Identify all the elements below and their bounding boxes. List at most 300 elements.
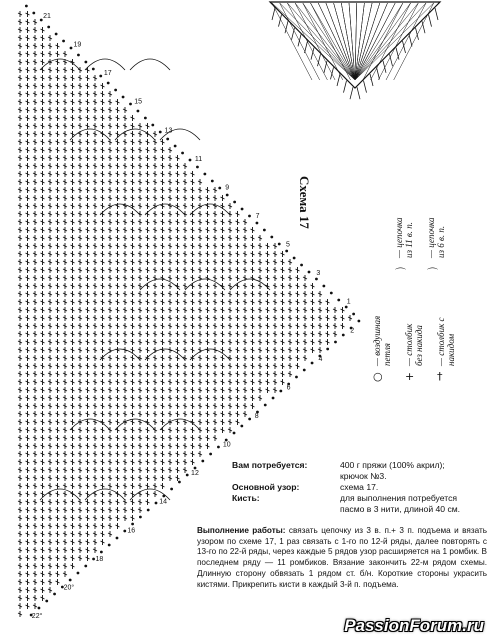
stitch-mark bbox=[176, 387, 180, 393]
stitch-mark bbox=[273, 363, 277, 369]
stitch-mark bbox=[221, 219, 225, 225]
chain-arc bbox=[70, 129, 110, 140]
stitch-mark bbox=[78, 91, 82, 97]
stitch-mark bbox=[33, 371, 37, 377]
stitch-mark bbox=[183, 275, 187, 281]
stitch-mark bbox=[78, 235, 82, 241]
stitch-mark bbox=[71, 371, 75, 377]
stitch-mark bbox=[86, 483, 90, 489]
stitch-mark bbox=[78, 163, 82, 169]
stitch-mark bbox=[123, 211, 127, 217]
stitch-mark bbox=[33, 523, 37, 529]
stitch-mark bbox=[243, 235, 247, 241]
stitch-mark bbox=[56, 115, 60, 121]
stitch-mark bbox=[56, 555, 60, 561]
stitch-mark bbox=[18, 43, 22, 49]
stitch-mark bbox=[56, 411, 60, 417]
stitch-mark bbox=[33, 227, 37, 233]
stitch-mark bbox=[273, 259, 277, 265]
stitch-mark bbox=[326, 307, 330, 313]
stitch-mark bbox=[206, 371, 210, 377]
stitch-mark bbox=[243, 403, 247, 409]
stitch-mark bbox=[71, 123, 75, 129]
stitch-mark bbox=[131, 379, 135, 385]
stitch-mark bbox=[41, 307, 45, 313]
stitch-mark bbox=[206, 235, 210, 241]
stitch-mark bbox=[221, 379, 225, 385]
stitch-mark bbox=[191, 403, 195, 409]
stitch-mark bbox=[48, 515, 52, 521]
stitch-mark bbox=[78, 299, 82, 305]
stitch-mark bbox=[93, 163, 97, 169]
stitch-mark bbox=[78, 283, 82, 289]
stitch-mark bbox=[281, 379, 285, 385]
stitch-mark bbox=[206, 323, 210, 329]
stitch-mark bbox=[116, 403, 120, 409]
stitch-mark bbox=[56, 283, 60, 289]
stitch-mark bbox=[56, 187, 60, 193]
stitch-mark bbox=[33, 123, 37, 129]
row-number: 22° bbox=[31, 613, 43, 620]
stitch-mark bbox=[191, 235, 195, 241]
stitch-mark bbox=[266, 347, 270, 353]
stitch-mark bbox=[101, 99, 105, 105]
stitch-mark bbox=[273, 275, 277, 281]
stitch-mark bbox=[71, 379, 75, 385]
stitch-mark bbox=[93, 283, 97, 289]
stitch-mark bbox=[93, 307, 97, 313]
stitch-mark bbox=[26, 131, 30, 137]
materials-row bbox=[232, 471, 482, 482]
stitch-mark bbox=[191, 299, 195, 305]
stitch-mark bbox=[161, 147, 165, 153]
stitch-mark bbox=[243, 387, 247, 393]
stitch-mark bbox=[48, 235, 52, 241]
stitch-mark bbox=[78, 363, 82, 369]
stitch-mark bbox=[63, 459, 67, 465]
stitch-mark bbox=[273, 323, 277, 329]
stitch-mark bbox=[168, 163, 172, 169]
chain-dot bbox=[100, 551, 103, 554]
stitch-mark bbox=[48, 83, 52, 89]
stitch-mark bbox=[161, 387, 165, 393]
stitch-mark bbox=[251, 355, 255, 361]
stitch-mark bbox=[33, 195, 37, 201]
stitch-mark bbox=[236, 299, 240, 305]
materials-row bbox=[232, 504, 482, 515]
stitch-mark bbox=[206, 227, 210, 233]
stitch-mark bbox=[71, 355, 75, 361]
stitch-mark bbox=[213, 299, 217, 305]
stitch-mark bbox=[101, 139, 105, 145]
stitch-mark bbox=[18, 299, 22, 305]
chain-dot bbox=[129, 103, 132, 106]
stitch-mark bbox=[168, 243, 172, 249]
stitch-mark bbox=[78, 171, 82, 177]
stitch-mark bbox=[33, 203, 37, 209]
stitch-mark bbox=[191, 291, 195, 297]
stitch-mark bbox=[18, 35, 22, 41]
stitch-mark bbox=[78, 259, 82, 265]
stitch-mark bbox=[26, 19, 30, 25]
stitch-mark bbox=[18, 155, 22, 161]
stitch-mark bbox=[101, 267, 105, 273]
stitch-mark bbox=[176, 227, 180, 233]
stitch-mark bbox=[228, 411, 232, 417]
stitch-mark bbox=[281, 259, 285, 265]
stitch-mark bbox=[93, 243, 97, 249]
stitch-mark bbox=[221, 315, 225, 321]
stitch-mark bbox=[131, 171, 135, 177]
stitch-mark bbox=[251, 387, 255, 393]
stitch-mark bbox=[296, 355, 300, 361]
stitch-mark bbox=[48, 243, 52, 249]
stitch-mark bbox=[311, 291, 315, 297]
stitch-mark bbox=[123, 107, 127, 113]
stitch-mark bbox=[108, 435, 112, 441]
stitch-mark bbox=[266, 307, 270, 313]
stitch-mark bbox=[86, 323, 90, 329]
stitch-mark bbox=[108, 227, 112, 233]
stitch-mark bbox=[26, 155, 30, 161]
legend-line2: накидом bbox=[446, 333, 456, 366]
stitch-mark bbox=[221, 355, 225, 361]
stitch-mark bbox=[56, 419, 60, 425]
stitch-mark bbox=[153, 483, 157, 489]
stitch-mark bbox=[101, 251, 105, 257]
stitch-mark bbox=[258, 387, 262, 393]
chain-dot bbox=[285, 250, 288, 253]
stitch-mark bbox=[191, 243, 195, 249]
chain-dot bbox=[147, 509, 150, 512]
stitch-mark bbox=[18, 91, 22, 97]
chain-dot bbox=[217, 446, 220, 449]
stitch-mark bbox=[56, 451, 60, 457]
stitch-mark bbox=[176, 219, 180, 225]
stitch-mark bbox=[26, 411, 30, 417]
stitch-mark bbox=[101, 395, 105, 401]
stitch-mark bbox=[176, 459, 180, 465]
stitch-mark bbox=[116, 307, 120, 313]
chain-arc bbox=[230, 279, 270, 290]
stitch-mark bbox=[18, 411, 22, 417]
stitch-mark bbox=[168, 427, 172, 433]
chain-dot bbox=[330, 292, 333, 295]
stitch-mark bbox=[48, 579, 52, 585]
legend-item bbox=[404, 324, 424, 366]
stitch-mark bbox=[183, 347, 187, 353]
stitch-mark bbox=[41, 403, 45, 409]
stitch-mark bbox=[56, 259, 60, 265]
stitch-mark bbox=[56, 499, 60, 505]
stitch-mark bbox=[48, 459, 52, 465]
stitch-mark bbox=[71, 275, 75, 281]
chain-dot bbox=[233, 201, 236, 204]
stitch-mark bbox=[266, 299, 270, 305]
stitch-mark bbox=[48, 339, 52, 345]
stitch-mark bbox=[26, 59, 30, 65]
stitch-mark bbox=[191, 371, 195, 377]
stitch-mark bbox=[33, 83, 37, 89]
stitch-mark bbox=[86, 299, 90, 305]
stitch-mark bbox=[63, 539, 67, 545]
stitch-mark bbox=[123, 275, 127, 281]
stitch-mark bbox=[101, 275, 105, 281]
stitch-mark bbox=[161, 379, 165, 385]
stitch-mark bbox=[191, 443, 195, 449]
stitch-mark bbox=[116, 443, 120, 449]
stitch-mark bbox=[78, 427, 82, 433]
stitch-mark bbox=[86, 243, 90, 249]
stitch-mark bbox=[93, 203, 97, 209]
stitch-mark bbox=[258, 379, 262, 385]
stitch-mark bbox=[131, 475, 135, 481]
row-number: 7 bbox=[255, 213, 260, 220]
stitch-mark bbox=[251, 243, 255, 249]
stitch-mark bbox=[48, 147, 52, 153]
stitch-mark bbox=[108, 443, 112, 449]
legend-line2: из 6 в. п. bbox=[436, 225, 446, 258]
stitch-mark bbox=[71, 499, 75, 505]
stitch-mark bbox=[198, 211, 202, 217]
stitch-mark bbox=[71, 259, 75, 265]
stitch-mark bbox=[213, 331, 217, 337]
stitch-mark bbox=[161, 235, 165, 241]
stitch-mark bbox=[33, 403, 37, 409]
stitch-mark bbox=[33, 347, 37, 353]
stitch-mark bbox=[26, 235, 30, 241]
stitch-mark bbox=[281, 291, 285, 297]
scheme-title: Схема 17 bbox=[297, 176, 312, 229]
stitch-mark bbox=[221, 331, 225, 337]
stitch-mark bbox=[33, 51, 37, 57]
chain-dot bbox=[53, 593, 56, 596]
legend-item bbox=[394, 217, 414, 258]
stitch-mark bbox=[41, 475, 45, 481]
stitch-mark bbox=[288, 283, 292, 289]
stitch-mark bbox=[146, 499, 150, 505]
stitch-mark bbox=[116, 275, 120, 281]
stitch-mark bbox=[116, 483, 120, 489]
stitch-mark bbox=[138, 139, 142, 145]
stitch-mark bbox=[168, 323, 172, 329]
stitch-mark bbox=[153, 267, 157, 273]
stitch-mark bbox=[26, 211, 30, 217]
stitch-mark bbox=[191, 171, 195, 177]
stitch-mark bbox=[303, 315, 307, 321]
stitch-mark bbox=[228, 427, 232, 433]
stitch-mark bbox=[86, 211, 90, 217]
stitch-mark bbox=[86, 379, 90, 385]
stitch-mark bbox=[161, 403, 165, 409]
chain-dot bbox=[108, 544, 111, 547]
stitch-mark bbox=[18, 211, 22, 217]
stitch-mark bbox=[26, 427, 30, 433]
stitch-mark bbox=[116, 339, 120, 345]
stitch-mark bbox=[191, 275, 195, 281]
stitch-mark bbox=[138, 499, 142, 505]
stitch-mark bbox=[48, 443, 52, 449]
stitch-mark bbox=[86, 83, 90, 89]
stitch-mark bbox=[296, 331, 300, 337]
stitch-mark bbox=[116, 147, 120, 153]
stitch-mark bbox=[78, 307, 82, 313]
stitch-mark bbox=[116, 451, 120, 457]
chain-dot bbox=[311, 362, 314, 365]
stitch-mark bbox=[213, 379, 217, 385]
stitch-mark bbox=[108, 387, 112, 393]
stitch-mark bbox=[86, 387, 90, 393]
stitch-mark bbox=[108, 147, 112, 153]
stitch-mark bbox=[108, 515, 112, 521]
chain-dot bbox=[123, 530, 126, 533]
chain-dot bbox=[241, 208, 244, 211]
stitch-mark bbox=[48, 283, 52, 289]
stitch-mark bbox=[78, 483, 82, 489]
stitch-mark bbox=[198, 379, 202, 385]
stitch-mark bbox=[33, 75, 37, 81]
stitch-mark bbox=[101, 107, 105, 113]
chain-dot bbox=[32, 12, 35, 15]
stitch-mark bbox=[176, 403, 180, 409]
stitch-mark bbox=[131, 307, 135, 313]
stitch-mark bbox=[153, 323, 157, 329]
stitch-mark bbox=[108, 235, 112, 241]
stitch-mark bbox=[86, 339, 90, 345]
stitch-mark bbox=[258, 291, 262, 297]
stitch-mark bbox=[206, 299, 210, 305]
stitch-mark bbox=[93, 75, 97, 81]
stitch-mark bbox=[101, 179, 105, 185]
stitch-mark bbox=[26, 163, 30, 169]
stitch-mark bbox=[198, 219, 202, 225]
stitch-mark bbox=[33, 555, 37, 561]
stitch-mark bbox=[206, 395, 210, 401]
stitch-mark bbox=[41, 459, 45, 465]
stitch-mark bbox=[243, 347, 247, 353]
stitch-mark bbox=[108, 323, 112, 329]
stitch-mark bbox=[86, 331, 90, 337]
stitch-mark bbox=[78, 75, 82, 81]
stitch-mark bbox=[18, 611, 22, 617]
stitch-mark bbox=[93, 99, 97, 105]
stitch-mark bbox=[18, 131, 22, 137]
stitch-mark bbox=[281, 283, 285, 289]
stitch-mark bbox=[176, 267, 180, 273]
stitch-mark bbox=[318, 347, 322, 353]
stitch-mark bbox=[18, 195, 22, 201]
stitch-mark bbox=[131, 131, 135, 137]
stitch-mark bbox=[86, 371, 90, 377]
stitch-mark bbox=[243, 411, 247, 417]
stitch-mark bbox=[123, 403, 127, 409]
stitch-mark bbox=[176, 395, 180, 401]
chain-dot bbox=[203, 173, 206, 176]
stitch-mark bbox=[168, 195, 172, 201]
stitch-mark bbox=[206, 267, 210, 273]
stitch-mark bbox=[93, 323, 97, 329]
stitch-mark bbox=[48, 547, 52, 553]
stitch-mark bbox=[206, 315, 210, 321]
stitch-mark bbox=[168, 219, 172, 225]
stitch-mark bbox=[56, 203, 60, 209]
chain-dot bbox=[144, 117, 147, 120]
stitch-mark bbox=[33, 571, 37, 577]
stitch-mark bbox=[86, 507, 90, 513]
chain-dot bbox=[122, 96, 125, 99]
stitch-mark bbox=[78, 275, 82, 281]
stitch-mark bbox=[18, 563, 22, 569]
stitch-mark bbox=[63, 571, 67, 577]
row-number: 9 bbox=[225, 184, 230, 192]
stitch-mark bbox=[168, 371, 172, 377]
stitch-mark bbox=[86, 251, 90, 257]
stitch-mark bbox=[26, 571, 30, 577]
stitch-mark bbox=[146, 259, 150, 265]
stitch-mark bbox=[33, 419, 37, 425]
fringe-strand bbox=[435, 8, 438, 20]
stitch-mark bbox=[131, 403, 135, 409]
stitch-mark bbox=[33, 587, 37, 593]
stitch-mark bbox=[183, 299, 187, 305]
stitch-mark bbox=[273, 371, 277, 377]
stitch-mark bbox=[93, 299, 97, 305]
stitch-mark bbox=[213, 339, 217, 345]
stitch-mark bbox=[183, 171, 187, 177]
stitch-mark bbox=[26, 91, 30, 97]
stitch-mark bbox=[26, 563, 30, 569]
stitch-mark bbox=[131, 499, 135, 505]
stitch-mark bbox=[48, 451, 52, 457]
stitch-mark bbox=[168, 251, 172, 257]
chain-dot bbox=[248, 215, 251, 218]
stitch-mark bbox=[63, 507, 67, 513]
chain-dot bbox=[278, 243, 281, 246]
stitch-mark bbox=[236, 307, 240, 313]
stitch-mark bbox=[191, 203, 195, 209]
stitch-mark bbox=[213, 387, 217, 393]
stitch-mark bbox=[123, 251, 127, 257]
chain-dot bbox=[77, 54, 80, 57]
stitch-mark bbox=[56, 467, 60, 473]
stitch-mark bbox=[63, 307, 67, 313]
stitch-mark bbox=[221, 419, 225, 425]
stitch-mark bbox=[101, 299, 105, 305]
stitch-mark bbox=[93, 387, 97, 393]
stitch-mark bbox=[48, 155, 52, 161]
hatch-line bbox=[355, 3, 426, 80]
stitch-mark bbox=[26, 331, 30, 337]
stitch-mark bbox=[168, 275, 172, 281]
stitch-mark bbox=[281, 339, 285, 345]
stitch-mark bbox=[161, 339, 165, 345]
stitch-mark bbox=[213, 259, 217, 265]
stitch-mark bbox=[48, 331, 52, 337]
stitch-mark bbox=[108, 467, 112, 473]
stitch-mark bbox=[176, 163, 180, 169]
stitch-mark bbox=[71, 435, 75, 441]
stitch-mark bbox=[191, 307, 195, 313]
stitch-mark bbox=[138, 275, 142, 281]
stitch-mark bbox=[41, 467, 45, 473]
stitch-mark bbox=[221, 251, 225, 257]
stitch-mark bbox=[281, 363, 285, 369]
chain-dot bbox=[218, 187, 221, 190]
stitch-mark bbox=[116, 379, 120, 385]
stitch-mark bbox=[213, 363, 217, 369]
stitch-mark bbox=[243, 259, 247, 265]
stitch-mark bbox=[33, 163, 37, 169]
